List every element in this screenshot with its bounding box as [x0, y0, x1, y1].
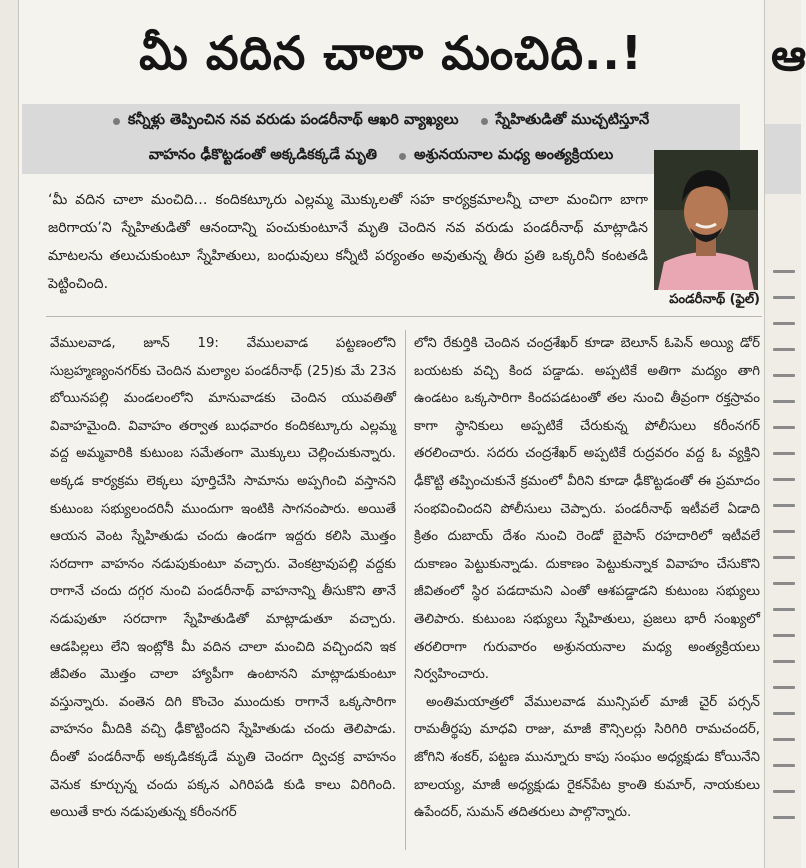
deck-text: అశ్రునయనాల మధ్య అంత్యక్రియలు: [414, 146, 614, 163]
deck-item: [481, 112, 650, 132]
body-paragraph: అంతిమయాత్రలో వేములవాడ మున్సిపల్ మాజీ చైర్ పర్సన్ రామతీర్థపు మాధవి రాజు, మాజీ కౌన్సిలర్లు సిరిగిరి రామచందర్, జోగిని శంకర్, పట్టణ మున్నూరు కాపు సంఘం అధ్యక్షుడు కోయినేని బాలయ్య, మాజీ అధ్యక్షుడు రైకన్‌పేట క్రాంతి కుమార్, నాయకులు ఉపేందర్, సుమన్ తదితరులు పాల్గొన్నారు.: [414, 694, 760, 821]
deck-item: [149, 147, 377, 167]
bullet-icon: [481, 118, 488, 125]
adjacent-deck-fragment: [765, 124, 801, 194]
bullet-icon: [113, 118, 120, 125]
body-paragraph: లోని రేకుర్తికి చెందిన చంద్రశేఖర్ కూడా బెలూన్ ఓపెన్ అయ్యి డోర్ బయటకు వచ్చి కింద పడ్డాడు. అప్పటికే అతిగా మద్యం తాగి ఉండటం ఒక్కసారిగా కిందపడటంతో తల నుంచి తీవ్రంగా రక్తస్రావం కాగా స్థానికులు అప్పటికే చేరుకున్న పోలీసులు కరీంనగర్ తరలించారు. సదరు చంద్రశేఖర్ అప్పటికే రుద్రవరం వద్ద ఓ వ్యక్తిని ఢీకొట్టి తప్పించుకునే క్రమంలో వీరిని కూడా ఢీకొట్టడంతో ఈ ప్రమాదం సంభవించిందని పోలీసులు చెప్పారు. పండరీనాథ్ ఇటీవలే ఏడాది క్రితం దుబాయ్ దేశం నుంచి రెండో బైపాస్ రహదారిలో ఇటీవలే దుకాణం పెట్టుకున్నాడు. దుకాణం పెట్టుకున్నాక వివాహం చేసుకొని జీవితంలో స్థిర పడదామని ఎంతో ఆశపడ్డాడని కుటుంబ సభ్యులు తెలిపారు. కుటుంబ సభ్యులు స్నేహితులు, ప్రజలు భారీ సంఖ్యలో తరలిరాగా గురువారం అశ్రునయనాల మధ్య అంత్యక్రియలు నిర్వహించారు.: [414, 336, 760, 683]
deck-row-2: [30, 139, 732, 174]
deck-text: వాహనం ఢీకొట్టడంతో అక్కడికక్కడే మృతి: [148, 146, 378, 163]
body-paragraph: వేములవాడ, జూన్ 19: వేములవాడ పట్టణంలోని సుబ్రహ్మణ్యంనగర్‌కు చెందిన మల్యాల పండరీనాథ్ (25)కు మే 23న బోయినపల్లి మండలంలోని మానువాడకు చెందిన యువతితో వివాహమైంది. వివాహం తర్వాత బుధవారం కందికట్కూరు ఎల్లమ్మ వద్ద అమ్మవారికి కుటుంబ సమేతంగా మొక్కులు చెల్లించుకున్నారు. అక్కడ కార్యక్రమ లెక్కలు పూర్తిచేసి సామాను అప్పగించి వస్తానని కుటుంబ సభ్యులందరినీ ముందుగా ఇంటికి సాగనంపారు. అయితే ఆయన వెంట స్నేహితుడు చందు ఉండగా ఇద్దరు కలిసి మొత్తం సరదాగా వాహనం నడుపుకుంటూ వచ్చారు. వెంకట్రావుపల్లి వద్దకు రాగానే చందు దగ్గర నుంచి పండరీనాథ్ వాహనాన్ని తీసుకొని తానే నడుపుతూ సరదాగా స్నేహితుడితో మాట్లాడుతూ వచ్చారు. ఆడపిల్లలు లేని ఇంట్లోకి మీ వదిన చాలా మంచిది వచ్చిందని ఇక జీవితం మొత్తం చాలా హ్యాపీగా ఉంటానని మాట్లాడుకుంటూ వస్తున్నారు. వంతెన దిగి కొంచెం ముందుకు రాగానే ఒక్కసారిగా వాహనం మీదికి వచ్చి ఢీకొట్టిందని స్నేహితుడు చందు తెలిపాడు. దీంతో పండరీనాథ్ అక్కడికక్కడే మృతి చెందగా ద్విచక్ర వాహనం వెనుక కూర్చున్న చందు పక్కన ఎగిరిపడి కుడి కాలు విరిగింది. అయితే కారు నడుపుతున్న కరీంనగర్: [50, 336, 396, 821]
deck-text: కన్నీళ్లు తెప్పించిన నవ వరుడు పండరీనాథ్ ఆఖరి వ్యాఖ్యలు: [127, 111, 459, 128]
adjacent-headline-fragment: ఆ: [771, 30, 806, 81]
news-article: [22, 0, 760, 868]
adjacent-page-strip-left: [0, 0, 19, 868]
body-column-2: [414, 330, 760, 827]
deck-item: [113, 112, 459, 132]
portrait-illustration: [654, 150, 758, 290]
adjacent-article-strip-right: [764, 0, 806, 868]
lead-paragraph: ‘మీ వదిన చాలా మంచిది… కందికట్కూరు ఎల్లమ్మ మొక్కులతో సహ కార్యక్రమాలన్నీ చాలా మంచిగా బాగా జరిగాయ’ని స్నేహితుడితో ఆనందాన్ని పంచుకుంటూనే మృతి చెందిన నవ వరుడు పండరీనాథ్ మాట్లాడిన మాటలను తలుచుకుంటూ స్నేహితులు, బంధువులు కన్నీటి పర్యంతం అవుతున్న తీరు ప్రతి ఒక్కరినీ కంటతడి పెట్టించింది.: [48, 192, 648, 292]
divider: [46, 316, 762, 317]
headline: మీ వదిన చాలా మంచిది..!: [139, 26, 643, 80]
deck-box: [22, 104, 740, 174]
deck-item: [399, 147, 613, 167]
adjacent-text-fragment: [773, 270, 799, 842]
body-column-1: [50, 330, 396, 827]
photo-caption: పండరీనాథ్ (ఫైల్): [669, 292, 760, 307]
column-divider: [405, 330, 406, 850]
deck-row-1: [30, 104, 732, 139]
deck-text: స్నేహితుడితో ముచ్చటిస్తూనే: [495, 111, 650, 128]
portrait-photo: [654, 150, 758, 290]
bullet-icon: [399, 153, 406, 160]
